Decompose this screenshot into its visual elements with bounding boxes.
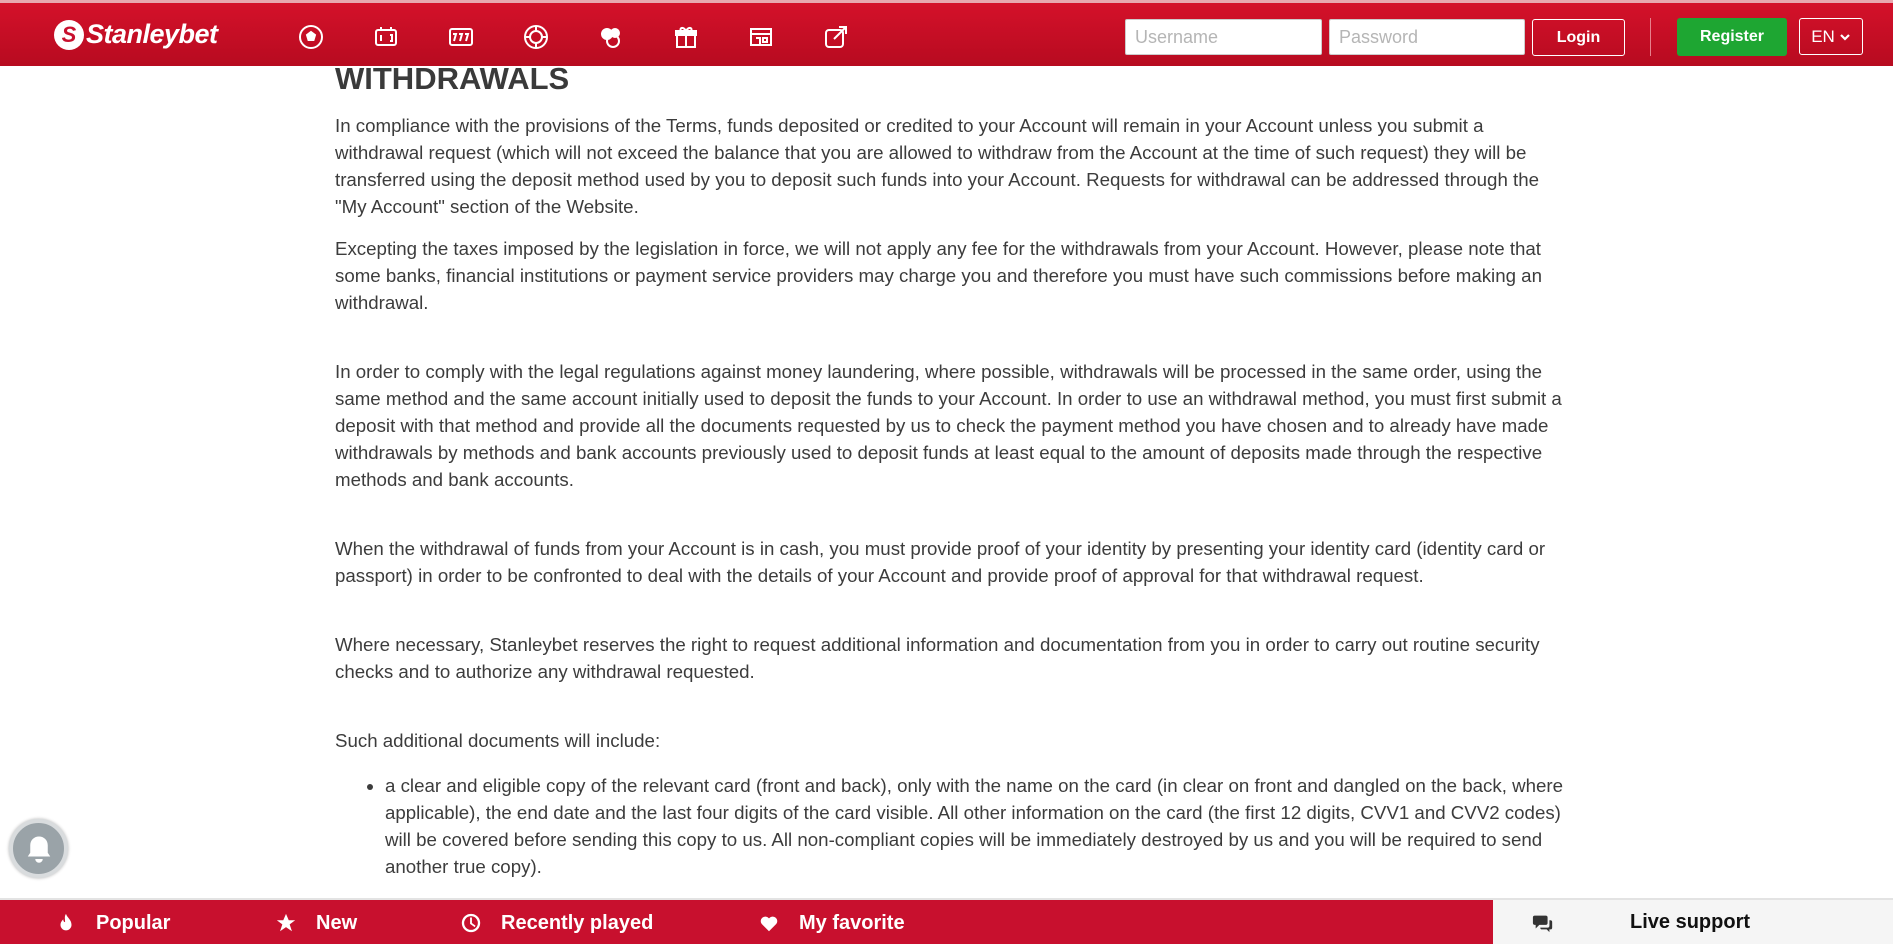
stanleybet-logo[interactable]	[54, 19, 218, 50]
new-label: New	[316, 911, 358, 934]
register-button[interactable]: Register	[1677, 18, 1787, 56]
page-title: WITHDRAWALS	[335, 61, 570, 96]
top-navigation-bar	[0, 0, 1893, 66]
gift-icon[interactable]	[671, 22, 701, 52]
username-input[interactable]	[1125, 19, 1322, 55]
language-selector[interactable]	[1799, 18, 1863, 55]
logo-text: Stanleybet	[86, 19, 218, 49]
bottom-nav-new[interactable]	[275, 900, 357, 946]
paragraph: When the withdrawal of funds from your Account is in cash, you must provide proof of your identity by presenting your identity card (identity card or passport) in order to be confronted to deal with the details of your Account and provide proof of approval for that withdrawal request.	[335, 538, 1546, 586]
paragraph: In compliance with the provisions of the Terms, funds deposited or credited to your Account will remain in your Account unless you submit a withdrawal request (which will not exceed the balance that you are allowed to withdraw from the Account at the time of such request) they will be transferred using the deposit method used by you to deposit such funds into your Account. Requests for withdrawal can be addressed through the "My Account" section of the Website.	[335, 115, 1540, 217]
login-button[interactable]: Login	[1532, 19, 1625, 56]
bottom-nav-popular[interactable]	[55, 900, 170, 946]
live-scoreboard-icon[interactable]	[371, 22, 401, 52]
logo-mark-icon: S	[54, 20, 84, 50]
notification-bell-button[interactable]	[9, 819, 68, 878]
documents-list	[335, 772, 1570, 880]
password-input[interactable]	[1329, 19, 1525, 55]
external-link-icon[interactable]	[821, 22, 851, 52]
soccer-ball-icon[interactable]	[296, 22, 326, 52]
terms-content	[335, 60, 1570, 880]
list-item: • a clear and eligible copy of the relevant card (front and back), only with the name on the card (in clear on front and dangled on the back, where applicable), the end date and the last four digits of the card visible. All other information on the card (the first 12 digits, CVV1 and CVV2 codes) will be covered before sending this copy to us. All non-compliant copies will be immediately destroyed by us and you will be required to send another true copy).	[385, 772, 1570, 880]
paragraph: In order to comply with the legal regulations against money laundering, where possible, withdrawals will be processed in the same order, using the same method and the same account initially used to deposit the funds to your Account. In order to use an withdrawal method, you must first submit a deposit with that method and provide all the documents requested by us to check the payment method you have chosen and to already have made withdrawals by methods and bank accounts previously used to deposit funds at least equal to the amount of deposits made through the respective methods and bank accounts.	[335, 361, 1562, 490]
recently-played-label: Recently played	[501, 911, 654, 934]
bell-icon	[24, 834, 54, 864]
popular-label: Popular	[96, 911, 171, 934]
star-icon	[275, 912, 297, 934]
roulette-icon[interactable]	[521, 22, 551, 52]
header-divider	[1650, 18, 1651, 56]
chat-bubbles-icon	[1532, 912, 1554, 934]
chevron-down-icon	[1839, 31, 1851, 43]
live-support-button[interactable]	[1493, 898, 1893, 944]
paragraph: Where necessary, Stanleybet reserves the right to request additional information and documentation from you in order to carry out routine security checks and to authorize any withdrawal requested.	[335, 634, 1540, 682]
shop-icon[interactable]	[746, 22, 776, 52]
live-support-label: Live support	[1630, 910, 1751, 933]
clock-icon	[460, 912, 482, 934]
my-favorite-label: My favorite	[799, 911, 905, 934]
bottom-nav-my-favorite[interactable]	[758, 900, 905, 946]
language-label: EN	[1811, 26, 1835, 46]
paragraph: Excepting the taxes imposed by the legislation in force, we will not apply any fee for the withdrawals from your Account. However, please note that some banks, financial institutions or payment service providers may charge you and therefore you must have such commissions before making an withdrawal.	[335, 238, 1542, 313]
paragraph: Such additional documents will include:	[335, 730, 661, 751]
heart-icon	[758, 912, 780, 934]
product-nav	[296, 22, 896, 52]
lotto-balls-icon[interactable]	[596, 22, 626, 52]
slot-777-icon[interactable]	[446, 22, 476, 52]
flame-icon	[55, 912, 77, 934]
bottom-nav-recently-played[interactable]	[460, 900, 653, 946]
